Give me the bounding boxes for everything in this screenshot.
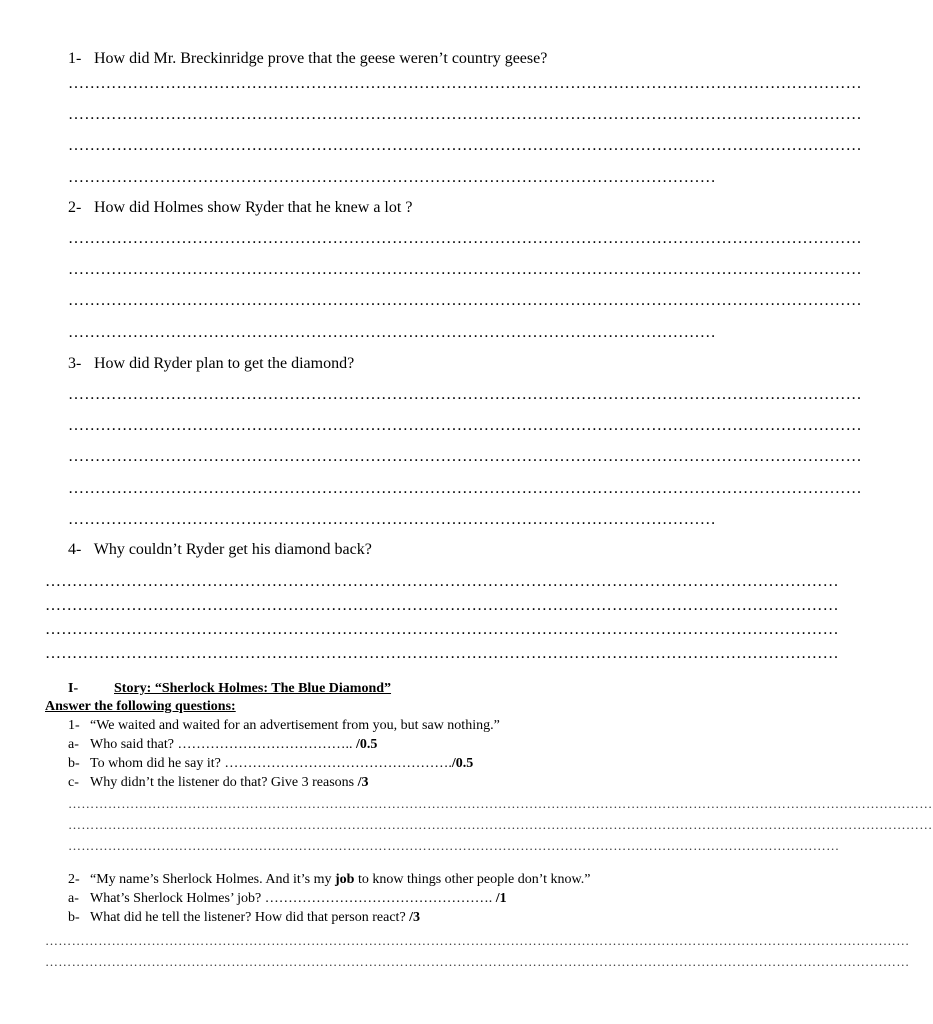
answer-line[interactable]: ………………………………………………………………………………………………………………………………… <box>68 230 862 247</box>
answer-line[interactable]: ………………………………………………………………………………………………………………………………… <box>68 480 862 497</box>
sub-question-c <box>68 775 369 791</box>
answer-line[interactable]: ………………………………………………………………………………………………………………………………… <box>68 386 862 403</box>
quote-text: “We waited and waited for an advertisement from you, but saw nothing.” <box>90 718 500 733</box>
answer-line[interactable]: ………………………………………………………………………………………………………………………………… <box>68 292 862 309</box>
answer-line[interactable]: ………………………………………………………………………………………………………… <box>68 511 716 528</box>
question-number: 2- <box>68 199 82 216</box>
sub-question-a <box>68 891 507 907</box>
item-label: b- <box>68 910 80 925</box>
sub-question-text: Who said that? ……………………………….. <box>90 737 356 752</box>
item-label: c- <box>68 775 79 790</box>
question-number: 4- <box>68 541 82 558</box>
quote-1 <box>68 718 500 734</box>
answer-line[interactable]: ………………………………………………………………………………………………………………………………… <box>45 645 839 662</box>
answer-line[interactable]: ………………………………………………………………………………………………………………………………… <box>45 597 839 614</box>
item-number: 1- <box>68 718 80 733</box>
answer-line[interactable]: ………………………………………………………………………………………………………………………………… <box>45 621 839 638</box>
question-text: How did Mr. Breckinridge prove that the geese weren’t country geese? <box>94 50 548 67</box>
sub-question-text: Why didn’t the listener do that? Give 3 reasons <box>90 775 358 790</box>
section-number: I- <box>68 681 79 696</box>
mark: /1 <box>495 891 507 906</box>
question-text: How did Ryder plan to get the diamond? <box>94 355 355 372</box>
instruction-heading: Answer the following questions: <box>45 699 236 714</box>
sub-question-text: What’s Sherlock Holmes’ job? …………………………………………. <box>90 891 496 906</box>
quote-text-end: to know things other people don’t know.” <box>354 872 591 887</box>
quote-bold-word: job <box>334 872 355 887</box>
sub-question-text: What did he tell the listener? How did that person react? <box>90 910 410 925</box>
item-label: a- <box>68 737 79 752</box>
answer-line[interactable]: …………………………………………………………………………………………………………………………………………………………………………… <box>45 933 910 948</box>
answer-line[interactable]: ………………………………………………………………………………………………………………………………… <box>68 137 862 154</box>
quote-text-start: “My name’s Sherlock Holmes. And it’s my <box>90 872 335 887</box>
sub-question-b <box>68 910 420 926</box>
story-title: Story: “Sherlock Holmes: The Blue Diamond” <box>114 681 392 696</box>
question-3 <box>68 355 354 373</box>
question-2 <box>68 199 412 217</box>
question-number: 1- <box>68 50 82 67</box>
mark: /0.5 <box>451 756 474 771</box>
answer-line[interactable]: ………………………………………………………………………………………………………………………………… <box>45 573 839 590</box>
answer-line[interactable]: …………………………………………………………………………………………………………………………………………………………………………… <box>45 954 910 969</box>
sub-question-b <box>68 756 473 772</box>
mark: /3 <box>409 910 421 925</box>
quote-2 <box>68 872 590 888</box>
sub-question-text: To whom did he say it? …………………………………………. <box>90 756 452 771</box>
question-text: Why couldn’t Ryder get his diamond back? <box>93 541 372 558</box>
answer-line[interactable]: ………………………………………………………………………………………………………………………………… <box>68 448 862 465</box>
answer-line[interactable]: …………………………………………………………………………………………………………………………………………………………………………… <box>68 796 933 811</box>
answer-line[interactable]: ………………………………………………………………………………………………………………………………………………………… <box>68 838 840 853</box>
question-4 <box>68 541 372 559</box>
answer-line[interactable]: ………………………………………………………………………………………………………… <box>68 169 716 186</box>
question-1 <box>68 50 547 68</box>
answer-line[interactable]: ………………………………………………………………………………………………………………………………… <box>68 417 862 434</box>
item-label: b- <box>68 756 80 771</box>
mark: /0.5 <box>355 737 378 752</box>
answer-line[interactable]: ………………………………………………………………………………………………………… <box>68 324 716 341</box>
answer-line[interactable]: ………………………………………………………………………………………………………………………………… <box>68 106 862 123</box>
sub-question-a <box>68 737 377 753</box>
question-text: How did Holmes show Ryder that he knew a lot ? <box>94 199 413 216</box>
answer-line[interactable]: …………………………………………………………………………………………………………………………………………………………………………… <box>68 817 933 832</box>
answer-line[interactable]: ………………………………………………………………………………………………………………………………… <box>68 75 862 92</box>
mark: /3 <box>357 775 369 790</box>
item-number: 2- <box>68 872 80 887</box>
item-label: a- <box>68 891 79 906</box>
question-number: 3- <box>68 355 82 372</box>
answer-line[interactable]: ………………………………………………………………………………………………………………………………… <box>68 261 862 278</box>
